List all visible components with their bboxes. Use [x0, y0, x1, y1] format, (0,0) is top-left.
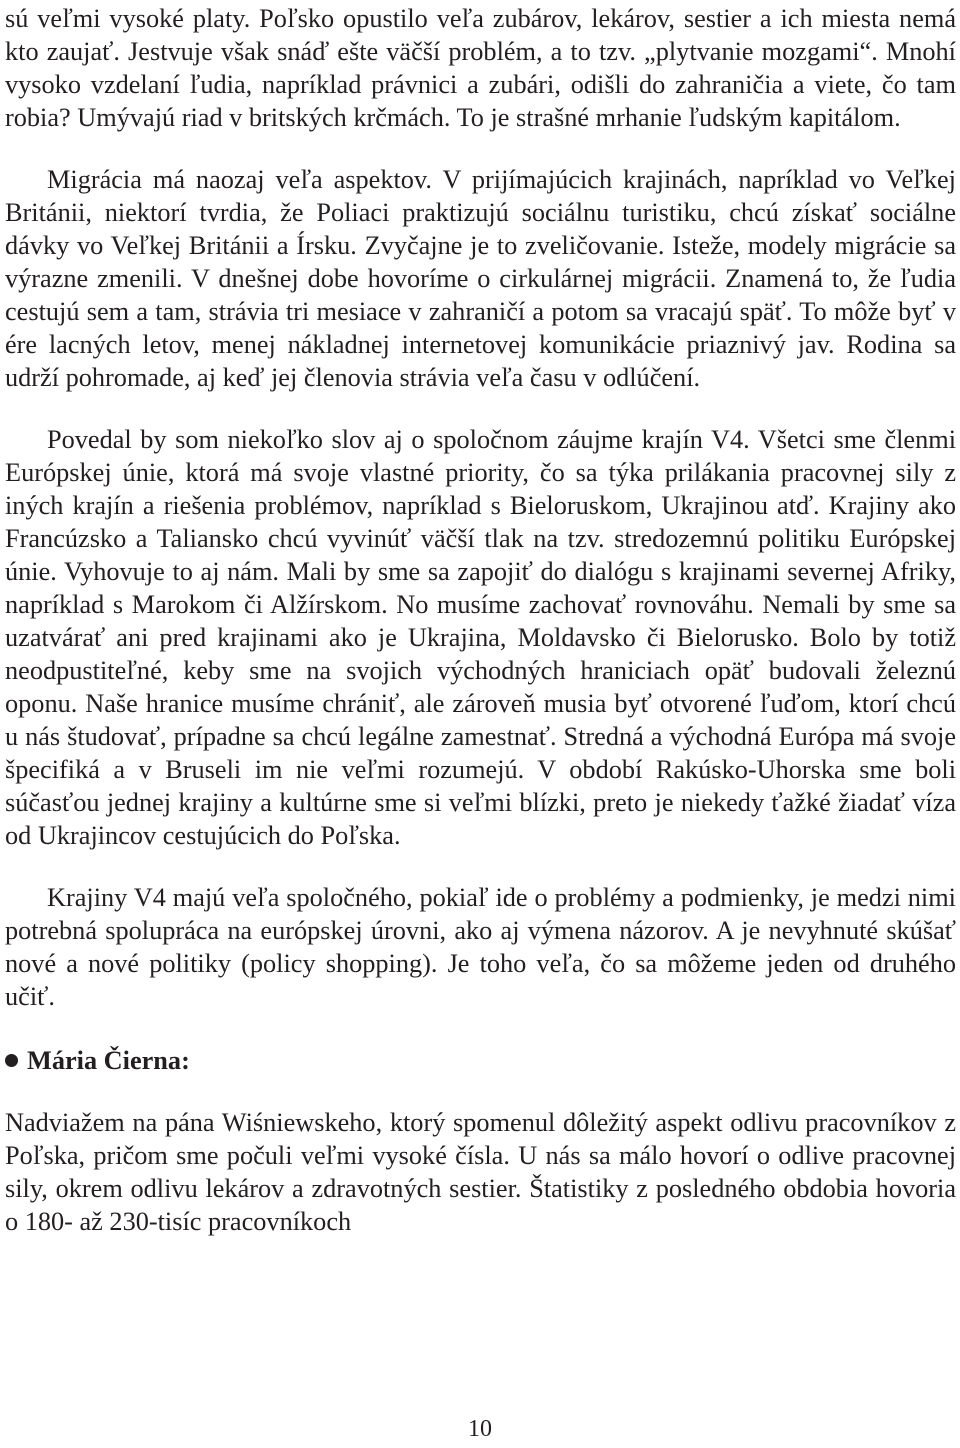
paragraph-speaker-statement: Nadviažem na pána Wiśniewskeho, ktorý spomenul dôležitý aspekt odlivu pracovníkov z Poľska, pričom sme počuli veľmi vysoké čísla. U nás sa málo hovorí o odlive pracovnej sily, okrem odlivu lekárov a zdravotných sestier. Štatistiky z posledného obdobia hovoria o 180- až 230-tisíc pracovníkoch: [5, 1108, 956, 1236]
page-number: 10: [468, 1416, 492, 1442]
paragraph-v4-cooperation: Krajiny V4 majú veľa spoločného, pokiaľ ide o problémy a podmienky, je medzi nimi potrebná spolupráca na európskej úrovni, ako aj výmena názorov. A je nevyhnuté skúšať nové a nové politiky (policy shopping). Je toho veľa, čo sa môžeme jeden od druhého učiť.: [5, 883, 956, 1011]
paragraph-v4-interest: Povedal by som niekoľko slov aj o spoločnom záujme krajín V4. Všetci sme členmi Európskej únie, ktorá má svoje vlastné priority, čo sa týka prilákania pracovnej sily z iných krajín a riešenia problémov, napríklad s Bieloruskom, Ukrajinou atď. Krajiny ako Francúzsko a Taliansko chcú vyvinúť väčší tlak na tzv. stredozemnú politiku Európskej únie. Vyhovuje to aj nám. Mali by sme sa zapojiť do dialógu s krajinami severnej Afriky, napríklad s Marokom či Alžírskom. No musíme zachovať rovnováhu. Nemali by sme sa uzatvárať ani pred krajinami ako je Ukrajina, Moldavsko či Bielorusko. Bolo by totiž neodpustiteľné, keby sme na svojich východných hraniciach opäť budovali železnú oponu. Naše hranice musíme chrániť, ale zároveň musia byť otvorené ľuďom, ktorí chcú u nás študovať, prípadne sa chcú legálne zamestnať. Stredná a východná Európa má svoje špecifiká a v Bruseli im nie veľmi rozumejú. V období Rakúsko-Uhorska sme boli súčasťou jednej krajiny a kultúrne sme si veľmi blízki, preto je niekedy ťažké žiadať víza od Ukrajincov cestujúcich do Poľska.: [5, 425, 956, 850]
bullet-icon: [5, 1054, 18, 1067]
paragraph-continuation: sú veľmi vysoké platy. Poľsko opustilo veľa zubárov, lekárov, sestier a ich miesta nemá kto zaujať. Jestvuje však snáď ešte väčší problém, a to tzv. „plytvanie mozgami“. Mnohí vysoko vzdelaní ľudia, napríklad právnici a zubári, odišli do zahraničia a viete, čo tam robia? Umývajú riad v britských krčmách. To je strašné mrhanie ľudským kapitálom.: [5, 4, 956, 132]
paragraph-migration-aspects: Migrácia má naozaj veľa aspektov. V prijímajúcich krajinách, napríklad vo Veľkej Británii, niektorí tvrdia, že Poliaci praktizujú sociálnu turistiku, chcú získať sociálne dávky vo Veľkej Británii a Írsku. Zvyčajne je to zveličovanie. Isteže, modely migrácie sa výrazne zmenili. V dnešnej dobe hovoríme o cirkulárnej migrácii. Znamená to, že ľudia cestujú sem a tam, strávia tri mesiace v zahraničí a potom sa vracajú späť. To môže byť v ére lacných letov, menej nákladnej internetovej komunikácie priaznivý jav. Rodina sa udrží pohromade, aj keď jej členovia strávia veľa času v odlúčení.: [5, 165, 956, 392]
speaker-heading: [5, 1044, 956, 1077]
speaker-name: Mária Čierna:: [27, 1046, 190, 1075]
document-page: [5, 2, 956, 1238]
